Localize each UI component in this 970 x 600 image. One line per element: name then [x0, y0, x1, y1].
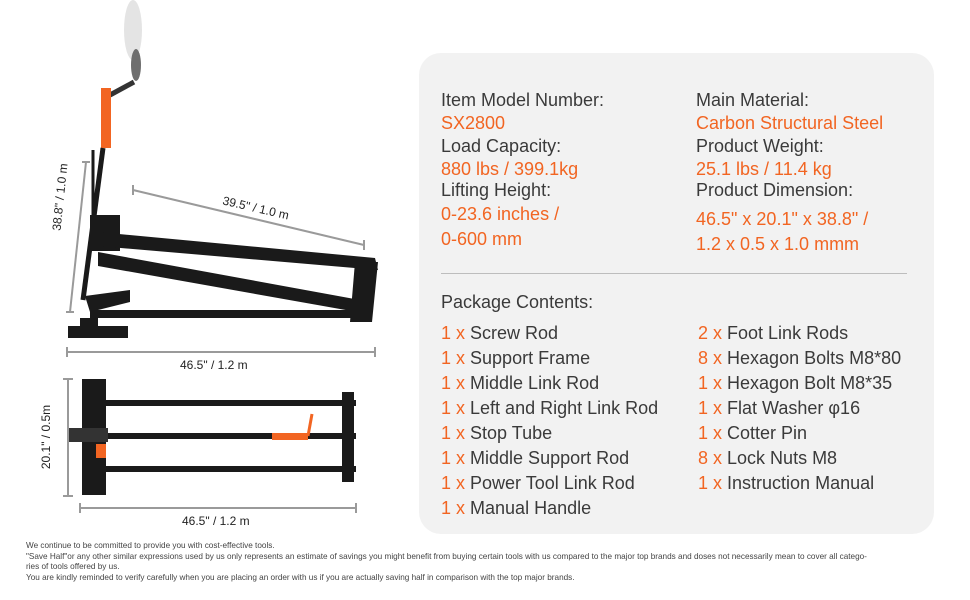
package-item: 1 x Power Tool Link Rod — [441, 473, 635, 493]
top-orange-handle — [272, 433, 308, 440]
weight-value: 25.1 lbs / 11.4 kg — [696, 159, 832, 179]
base-rail — [90, 310, 360, 318]
load-value: 880 lbs / 399.1kg — [441, 159, 579, 179]
disclaimer-line: "Save Half"or any other similar expressions used by us only represents an estimate of savings you might benefit from buying certain tools with us compared to the major top brands and doses not necessarily mean to cover all catego- — [26, 551, 867, 561]
mower-lift-drawing — [0, 0, 410, 540]
material-label: Main Material: — [696, 90, 810, 110]
disclaimer-line: You are kindly reminded to verify carefully when you are placing an order with us if you are actually saving half in comparison with the top major brands. — [26, 572, 575, 582]
package-item: 1 x Screw Rod — [441, 323, 559, 343]
dimension-value-line2: 1.2 x 0.5 x 1.0 mmm — [696, 234, 860, 254]
handle-blur — [124, 0, 142, 60]
base-foot — [85, 290, 130, 312]
top-rail-3 — [96, 466, 356, 472]
model-value: SX2800 — [441, 113, 506, 133]
panel-divider — [441, 273, 907, 274]
package-item: 1 x Manual Handle — [441, 498, 592, 518]
height-label: 38.8" / 1.0 m — [49, 162, 71, 232]
package-title: Package Contents: — [441, 292, 594, 312]
incline-label: 39.5" / 1.0 m — [221, 193, 291, 223]
top-screw-assembly — [68, 428, 108, 442]
package-item: 8 x Hexagon Bolts M8*80 — [698, 348, 902, 368]
model-label: Item Model Number: — [441, 90, 605, 110]
handle-grip — [131, 49, 141, 81]
package-item: 1 x Support Frame — [441, 348, 591, 368]
crank-arm — [110, 82, 134, 95]
disclaimer-line: ries of tools offered by us. — [26, 562, 120, 571]
package-item: 1 x Left and Right Link Rod — [441, 398, 659, 418]
package-item: 1 x Hexagon Bolt M8*35 — [698, 373, 893, 393]
dimension-value-line1: 46.5" x 20.1" x 38.8" / — [696, 209, 869, 229]
lift-label: Lifting Height: — [441, 180, 552, 200]
package-item: 1 x Instruction Manual — [698, 473, 875, 493]
package-item: 1 x Stop Tube — [441, 423, 553, 443]
product-illustration — [0, 0, 410, 540]
disclaimer — [26, 541, 956, 583]
dimension-label: Product Dimension: — [696, 180, 854, 200]
top-right-bar — [342, 392, 354, 482]
top-rail-2 — [96, 433, 356, 439]
package-item: 1 x Flat Washer φ16 — [698, 398, 861, 418]
top-length-label: 46.5" / 1.2 m — [182, 514, 250, 528]
weight-label: Product Weight: — [696, 136, 824, 156]
package-item: 2 x Foot Link Rods — [698, 323, 849, 343]
package-item: 8 x Lock Nuts M8 — [698, 448, 838, 468]
lift-value-line2: 0-600 mm — [441, 229, 523, 249]
lift-value-line1: 0-23.6 inches / — [441, 204, 560, 224]
width-label: 20.1" / 0.5m — [39, 404, 53, 470]
package-item: 1 x Cotter Pin — [698, 423, 808, 443]
top-rail-1 — [96, 400, 356, 406]
orange-handle — [101, 88, 111, 148]
package-item: 1 x Middle Link Rod — [441, 373, 600, 393]
disclaimer-line: We continue to be committed to provide you with cost-effective tools. — [26, 541, 275, 550]
base-joint — [80, 318, 98, 328]
length-label: 46.5" / 1.2 m — [180, 358, 248, 372]
load-label: Load Capacity: — [441, 136, 562, 156]
material-value: Carbon Structural Steel — [696, 113, 884, 133]
top-orange-nut — [96, 444, 106, 458]
package-item: 1 x Middle Support Rod — [441, 448, 630, 468]
